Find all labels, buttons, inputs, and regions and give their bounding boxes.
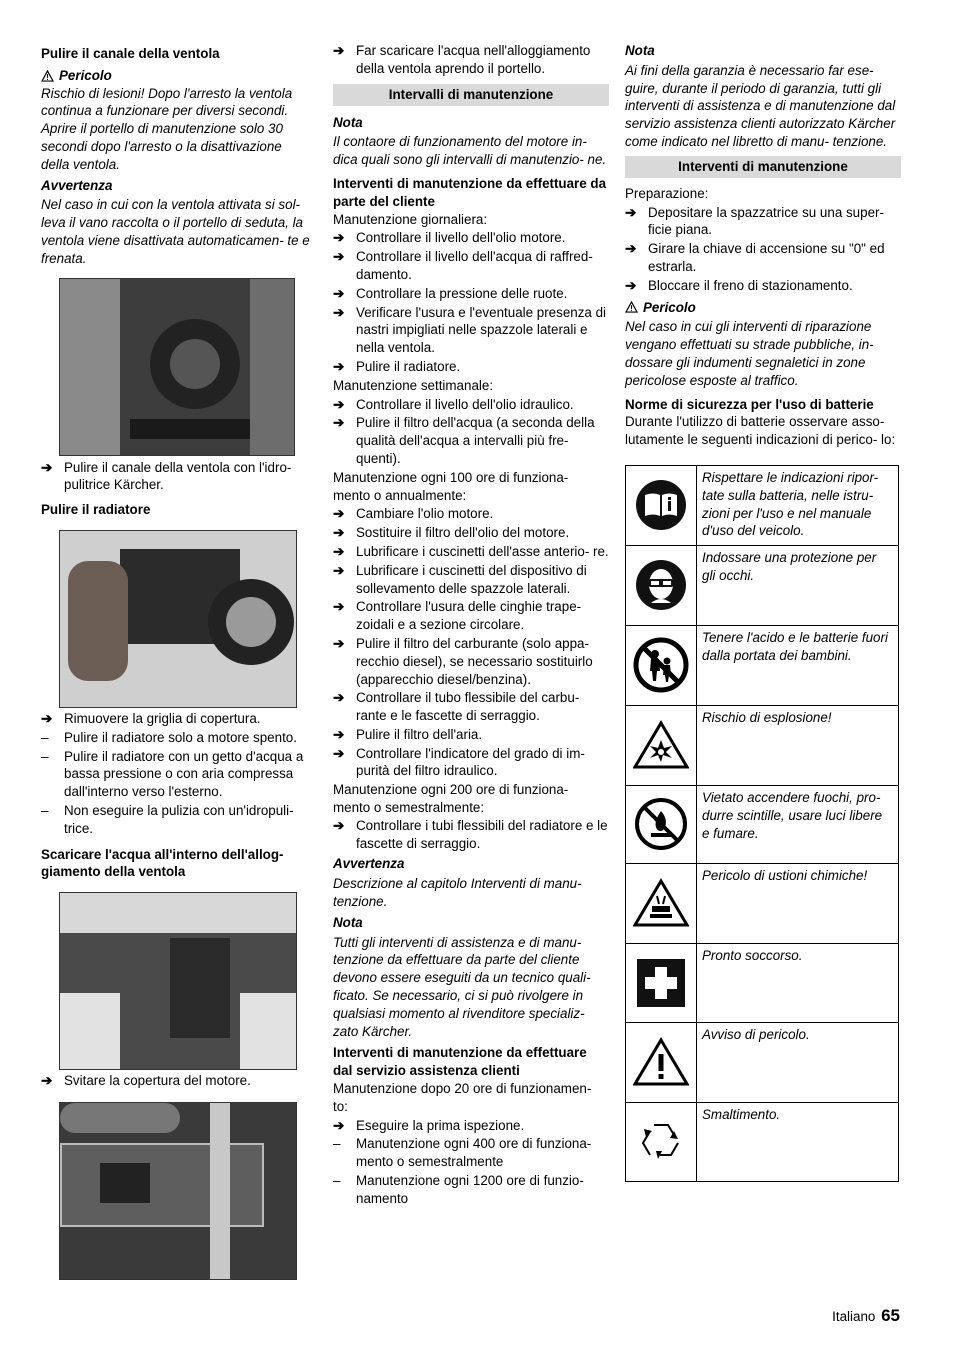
step-unscrew-cover: ➔ Svitare la copertura del motore. (41, 1073, 251, 1089)
list-item: ➔ Pulire il radiatore. (333, 358, 461, 374)
list-item: ➔ Lubrificare i cuscinetti del dispositivo di sollevamento delle spazzole laterali. (333, 562, 587, 596)
list-item: ➔ Controllare il livello dell'olio idraulico. (333, 396, 574, 412)
danger-label: Pericolo (41, 67, 311, 85)
warning-triangle-icon (625, 301, 638, 313)
list-item: ➔ Controllare il livello dell'olio motore. (333, 230, 566, 246)
list-item: ➔ Controllare l'usura delle cinghie trape- zoidali e a sezione circolare. (333, 599, 582, 633)
note-text-2: Tutti gli interventi di assistenza e di manu- tenzione da effettuare da parte del cliente devono essere eseguiti da un tecnico quali- ficato. Se necessario, ci si può rivolgere in qualsiasi momento al rivenditore specializ- zato Kärcher. (333, 934, 591, 1039)
step-clean-fan-channel: ➔ Pulire il canale della ventola con l'idro- pulitrice Kärcher. (41, 459, 292, 493)
table-row (626, 545, 899, 625)
list-item: ➔ Pulire il filtro dell'aria. (333, 726, 483, 742)
symbol-text: Pronto soccorso. (697, 943, 899, 1022)
list-item: ➔ Cambiare l'olio motore. (333, 506, 494, 522)
caution-label-2: Avvertenza (333, 856, 405, 872)
after-20-label: Manutenzione dopo 20 ore di funzionamen- to: (333, 1081, 592, 1114)
danger-text: Rischio di lesioni! Dopo l'arresto la ventola continua a funzionare per diversi secondi. Aprire il portello di manutenzione solo 30 secondi dopo l'arresto o la disattivazione della ventola. (41, 85, 293, 172)
preparation-label: Preparazione: (625, 185, 709, 201)
section-bar-maintenance: Interventi di manutenzione (625, 156, 901, 178)
daily-label: Manutenzione giornaliera: (333, 211, 488, 227)
caution-text-2: Descrizione al capitolo Interventi di manu- tenzione. (333, 876, 582, 910)
note-engine-off: – Pulire il radiatore solo a motore spento. (41, 729, 297, 745)
list-item: – Manutenzione ogni 1200 ore di funzio- namento (333, 1173, 584, 1206)
section-bar-intervals: Intervalli di manutenzione (333, 84, 609, 106)
list-item: ➔ Eseguire la prima ispezione. (333, 1117, 525, 1133)
note-label-2: Nota (333, 914, 363, 930)
step-remove-grid: ➔ Rimuovere la griglia di copertura. (41, 710, 261, 726)
battery-symbols-table (625, 465, 899, 1182)
weekly-label: Manutenzione settimanale: (333, 377, 494, 393)
list-item: ➔ Lubrificare i cuscinetti dell'asse anterio- re. (333, 543, 609, 559)
no-fire-icon (626, 785, 697, 863)
photo-fan-channel (59, 278, 295, 456)
symbol-text: Rischio di esplosione! (697, 705, 899, 785)
note-no-pressure-washer: – Non eseguire la pulizia con un'idropuli- trice. (41, 802, 294, 836)
list-item: ➔ Controllare il livello dell'acqua di raffred- damento. (333, 249, 593, 282)
warning-icon (626, 1022, 697, 1102)
danger-label-2: Pericolo (625, 299, 901, 317)
recycling-icon (626, 1102, 697, 1181)
heading-drain-water: Scaricare l'acqua all'interno dell'allog- giamento della ventola (41, 846, 284, 880)
table-row (626, 625, 899, 705)
list-item: ➔ Controllare la pressione delle ruote. (333, 285, 568, 301)
table-row (626, 863, 899, 943)
symbol-text: Pericolo di ustioni chimiche! (697, 863, 899, 943)
list-item: ➔ Sostituire il filtro dell'olio del motore. (333, 525, 570, 541)
list-item: – Manutenzione ogni 400 ore di funziona- mento o semestralmente (333, 1136, 592, 1170)
footer-language: Italiano (832, 1309, 876, 1324)
symbol-text: Smaltimento. (697, 1102, 899, 1181)
corrosive-icon (626, 863, 697, 943)
list-item: ➔ Girare la chiave di accensione su "0" ed estrarla. (625, 241, 885, 274)
step-drain-water: ➔ Far scaricare l'acqua nell'alloggiamento della ventola aprendo il portello. (333, 43, 591, 76)
column-middle (333, 42, 609, 1208)
list-item: ➔ Depositare la spazzatrice su una super- ficie piana. (625, 204, 884, 238)
note-low-pressure: – Pulire il radiatore con un getto d'acqua a bassa pressione o con aria compressa dall'interno verso l'esterno. (41, 748, 304, 800)
eye-protection-icon (626, 545, 697, 625)
note-label-3: Nota (625, 43, 655, 58)
symbol-text: Avviso di pericolo. (697, 1022, 899, 1102)
first-aid-icon (626, 943, 697, 1022)
table-row (626, 785, 899, 863)
symbol-text: Vietato accendere fuochi, pro- durre scintille, usare luci libere e fumare. (697, 785, 899, 863)
photo-fan-housing (59, 892, 297, 1070)
heading-clean-radiator: Pulire il radiatore (41, 502, 151, 518)
photo-radiator-grid (59, 530, 297, 708)
list-item: ➔ Pulire il filtro del carburante (solo appa- recchio diesel), se necessario sostituirlo (apparecchio diesel/benzina). (333, 635, 593, 687)
explosion-hazard-icon (626, 705, 697, 785)
photo-engine-cover (59, 1102, 297, 1280)
list-item: ➔ Controllare i tubi flessibili del radiatore e le fascette di serraggio. (333, 817, 608, 851)
caution-text: Nel caso in cui con la ventola attivata si sol- leva il vano raccolta o il portello di seduta, la ventola viene disattivata automaticamen- te e frenata. (41, 197, 310, 266)
interval-100-label: Manutenzione ogni 100 ore di funziona- mento o annualmente: (333, 469, 569, 503)
table-row (626, 465, 899, 545)
battery-intro: Durante l'utilizzo di batterie osservare asso- lutamente le seguenti indicazioni di perico- lo: (625, 414, 896, 448)
heading-service-maintenance: Interventi di manutenzione da effettuare dal servizio assistenza clienti (333, 1045, 587, 1079)
table-row (626, 1022, 899, 1102)
warning-triangle-icon (41, 70, 54, 82)
symbol-text: Rispettare le indicazioni ripor- tate sulla batteria, nelle istru- zioni per l'uso e nel manuale d'uso del veicolo. (697, 465, 899, 545)
heading-clean-fan-channel: Pulire il canale della ventola (41, 46, 220, 61)
list-item: ➔ Bloccare il freno di stazionamento. (625, 277, 853, 293)
manual-info-icon (626, 465, 697, 545)
note-label: Nota (333, 114, 363, 130)
table-row (626, 705, 899, 785)
caution-label: Avvertenza (41, 177, 113, 193)
interval-200-label: Manutenzione ogni 200 ore di funziona- mento o semestralmente: (333, 782, 569, 816)
danger-text-2: Nel caso in cui gli interventi di riparazione vengano effettuati su strade pubbliche, in- dossare gli indumenti segnaletici in zone pericolose esposte al traffico. (625, 319, 874, 388)
symbol-text: Tenere l'acido e le batterie fuori dalla portata dei bambini. (697, 625, 899, 705)
table-row (626, 1102, 899, 1181)
column-right (625, 42, 901, 1182)
list-item: ➔ Controllare l'indicatore del grado di im- purità del filtro idraulico. (333, 745, 585, 779)
keep-children-away-icon (626, 625, 697, 705)
note-text: Il contaore di funzionamento del motore in- dica quali sono gli intervalli di manutenzio- ne. (333, 134, 607, 168)
page-number: 65 (881, 1306, 900, 1325)
page-footer (832, 1307, 900, 1326)
heading-customer-maintenance: Interventi di manutenzione da effettuare da parte del cliente (333, 175, 607, 209)
column-left (41, 42, 311, 1280)
list-item: ➔ Pulire il filtro dell'acqua (a seconda della qualità dell'acqua a intervalli più fre- quenti). (333, 415, 595, 466)
list-item: ➔ Controllare il tubo flessibile del carbu- rante e le fascette di serraggio. (333, 690, 580, 724)
list-item: ➔ Verificare l'usura e l'eventuale presenza di nastri impigliati nelle spazzole laterali e nella ventola. (333, 304, 607, 356)
table-row (626, 943, 899, 1022)
symbol-text: Indossare una protezione per gli occhi. (697, 545, 899, 625)
note-text-3: Ai fini della garanzia è necessario far ese- guire, durante il periodo di garanzia, tutti gli interventi di assistenza e di manutenzione dal servizio assistenza clienti autorizzato Kärcher come indicato nel libretto di manu- tenzione. (625, 62, 896, 149)
heading-battery-safety: Norme di sicurezza per l'uso di batterie (625, 396, 874, 412)
